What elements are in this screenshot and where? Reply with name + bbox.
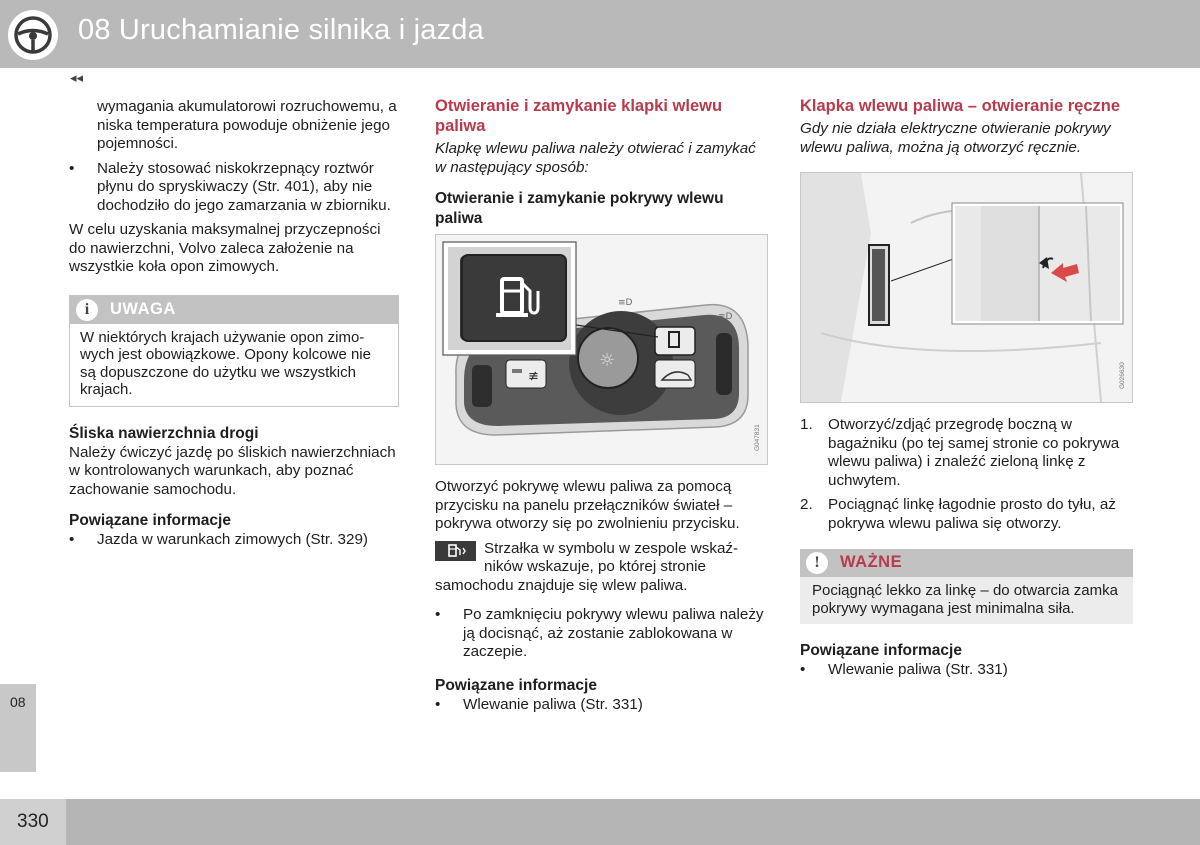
- trunk-illustration: [801, 173, 1132, 402]
- section-heading: Śliska nawierzchnia drogi: [69, 424, 259, 442]
- paragraph: W celu uzyskania maksymalnej przyczepności do nawierzchni, Volvo zaleca założenie na wszystkie koła opon zimowych.: [69, 221, 381, 275]
- bullet-icon: •: [69, 531, 75, 548]
- light-switch-illustration: [436, 235, 767, 464]
- exclamation-icon: !: [806, 552, 828, 574]
- intro-text: Klapkę wlewu paliwa należy otwierać i zamykać w następujący sposób:: [435, 140, 756, 176]
- step-number: 1.: [800, 416, 813, 433]
- warning-header: [800, 549, 1133, 577]
- column-1: [69, 98, 399, 550]
- section-title: Klapka wlewu paliwa – otwieranie ręczne: [800, 97, 1121, 115]
- list-item-text: Po zamknięciu pokrywy wlewu paliwa należy ją docisnąć, aż zostanie zablokowana w zaczepie.: [463, 606, 764, 660]
- svg-text:☼: ☼: [599, 350, 616, 371]
- step-text: Pociągnąć linkę łagodnie prosto do tyłu, aż pokrywa wlewu paliwa się otworzy.: [828, 496, 1116, 532]
- warning-text: Pociągnąć lekko za linkę – do otwarcia zamka pokrywy wymagana jest minimalna siła.: [812, 582, 1118, 617]
- step-2: [800, 496, 1133, 533]
- figure-code: G047831: [754, 424, 761, 451]
- svg-text:≡D: ≡D: [618, 298, 633, 308]
- list-item: [435, 606, 768, 662]
- page-footer: [0, 799, 1200, 845]
- steering-wheel-icon: [8, 10, 58, 60]
- subsection-heading: Otwieranie i zamykanie pokrywy wlewu paliwa: [435, 190, 724, 227]
- paragraph: Należy ćwiczyć jazdę po śliskich nawierzchniach w kontrolowanych warunkach, aby poznać zachowanie samochodu.: [69, 443, 396, 498]
- chapter-tab: [0, 684, 36, 772]
- svg-text:≢: ≢: [528, 369, 539, 384]
- related-link-text: Wlewanie paliwa (Str. 331): [828, 661, 1008, 678]
- related-heading: Powiązane informacje: [800, 642, 962, 659]
- symbol-note: [435, 540, 768, 596]
- page-number: 330: [17, 811, 49, 832]
- related-link-text: Jazda w warunkach zimowych (Str. 329): [97, 531, 368, 548]
- bullet-icon: •: [435, 606, 441, 623]
- chapter-title: 08 Uruchamianie silnika i jazda: [78, 14, 484, 46]
- paragraph: Otworzyć pokrywę wlewu paliwa za pomocą przycisku na panelu przełączników świateł – pokrywa otworzy się po zwolnieniu przycisku.: [435, 478, 740, 532]
- fuel-pump-icon: [435, 541, 476, 561]
- note-header: [70, 296, 398, 324]
- bullet-icon: •: [435, 695, 441, 713]
- related-link[interactable]: [800, 661, 1133, 680]
- chapter-header: [0, 0, 1200, 68]
- related-link[interactable]: [435, 696, 768, 715]
- page-number-box: [0, 799, 66, 845]
- section-title: Otwieranie i zamykanie klapki wlewu paliwa: [435, 97, 723, 135]
- related-heading: Powiązane informacje: [69, 512, 231, 529]
- warning-label: WAŻNE: [840, 553, 903, 571]
- bullet-icon: •: [800, 661, 806, 678]
- light-switch-panel-figure: [435, 234, 768, 465]
- svg-text:≡D: ≡D: [718, 312, 733, 322]
- list-item: [69, 160, 399, 216]
- column-2: [435, 96, 768, 714]
- related-heading: Powiązane informacje: [435, 676, 597, 694]
- step-number: 2.: [800, 496, 813, 513]
- intro-text: Gdy nie działa elektryczne otwieranie pokrywy wlewu paliwa, można ją otworzyć ręcznie.: [800, 120, 1111, 156]
- info-icon: i: [76, 299, 98, 321]
- trunk-manual-release-figure: [800, 172, 1133, 403]
- continued-text: wymagania akumulatorowi rozruchowemu, a niska temperatura powoduje obniżenie jego pojemności.: [97, 98, 397, 152]
- chapter-tab-label: 08: [10, 694, 26, 710]
- list-item-text: Należy stosować niskokrzepnący roztwór płynu do spryskiwaczy (Str. 401), aby nie dochodziło do jego zamarzania w zbiorniku.: [97, 159, 391, 214]
- continued-arrows-icon: ◂◂: [70, 70, 84, 85]
- note-box: [69, 295, 399, 407]
- warning-box: [800, 549, 1133, 624]
- note-text: W niektórych krajach używanie opon zimowych jest obowiązkowe. Opony kolcowe nie są dopuszczone do użytku we wszystkich krajach.: [80, 328, 371, 398]
- figure-code: G026630: [1119, 362, 1126, 389]
- step-text: Otworzyć/zdjąć przegrodę boczną w bagażniku (po tej samej stronie co pokrywa wlewu paliwa) i znaleźć zieloną linkę z uchwytem.: [828, 416, 1120, 489]
- related-link-text: Wlewanie paliwa (Str. 331): [463, 695, 643, 713]
- column-3: [800, 96, 1133, 680]
- symbol-note-text: Strzałka w symbolu w zespole wskaźników wskazuje, po której stronie samochodu znajduje się wlew paliwa.: [435, 539, 739, 594]
- note-label: UWAGA: [110, 299, 176, 318]
- step-1: [800, 416, 1133, 490]
- bullet-icon: •: [69, 159, 75, 177]
- related-link[interactable]: [69, 531, 399, 550]
